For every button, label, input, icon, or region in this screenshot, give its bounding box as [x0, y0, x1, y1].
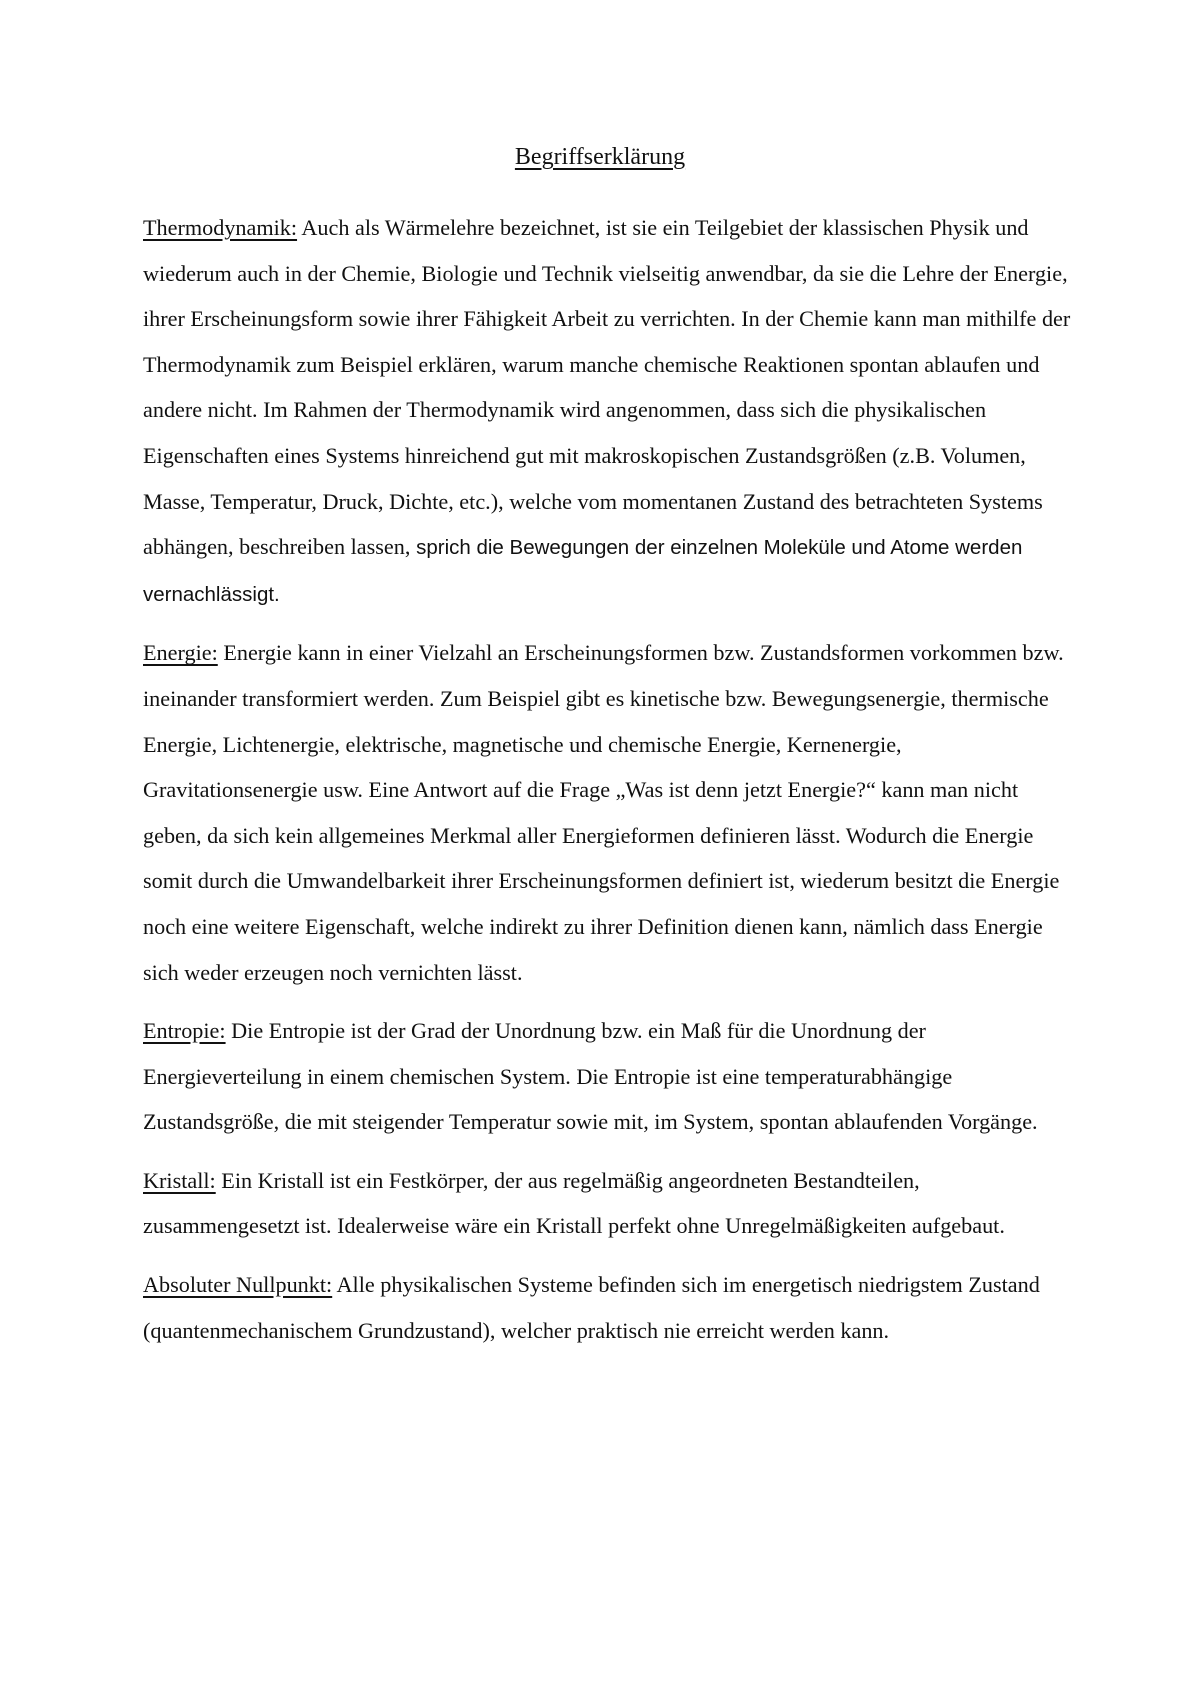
definition-energie	[143, 630, 1078, 995]
definition-term: Kristall:	[143, 1167, 216, 1193]
definition-text: Ein Kristall ist ein Festkörper, der aus regelmäßig angeordneten Bestandteilen, zusammengesetzt ist. Idealerweise wäre ein Kristall perfekt ohne Unregelmäßigkeiten aufgebaut.	[143, 1167, 1005, 1239]
definition-term: Energie:	[143, 640, 218, 666]
definition-absoluter-nullpunkt	[143, 1262, 1078, 1353]
page-title: Begriffserklärung	[514, 144, 686, 170]
definition-thermodynamik	[143, 205, 1078, 617]
definition-text: Alle physikalischen Systeme befinden sich im energetisch niedrigstem Zustand (quantenmechanischem Grundzustand), welcher praktisch nie erreicht werden kann.	[143, 1272, 1040, 1343]
definitions-list	[143, 205, 1078, 1366]
definition-kristall	[143, 1158, 1078, 1249]
definition-term: Thermodynamik:	[143, 215, 298, 240]
definition-text-continuation: sprich die Bewegungen der einzelnen Moleküle und Atome werden vernachlässigt.	[143, 536, 1023, 606]
definition-text: Auch als Wärmelehre bezeichnet, ist sie ein Teilgebiet der klassischen Physik und wiederum auch in der Chemie, Biologie und Technik vielseitig anwendbar, da sie die Lehre der Energie, ihrer Erscheinungsform sowie ihrer Fähigkeit Arbeit zu verrichten. In der Chemie kann man mithilfe der Thermodynamik zum Beispiel erklären, warum manche chemische Reaktionen spontan ablaufen und andere nicht. Im Rahmen der Thermodynamik wird angenommen, dass sich die physikalischen Eigenschaften eines Systems hinreichend gut mit makroskopischen Zustandsgrößen (z.B. Volumen, Masse, Temperatur, Druck, Dichte, etc.), welche vom momentanen Zustand des betrachteten Systems abhängen, beschreiben lassen,	[143, 215, 1071, 560]
definition-text: Energie kann in einer Vielzahl an Erscheinungsformen bzw. Zustandsformen vorkommen bzw. ineinander transformiert werden. Zum Beispiel gibt es kinetische bzw. Bewegungsenergie, thermische Energie, Lichtenergie, elektrische, magnetische und chemische Energie, Kernenergie, Gravitationsenergie usw. Eine Antwort auf die Frage „Was ist denn jetzt Energie?“ kann man nicht geben, da sich kein allgemeines Merkmal aller Energieformen definieren lässt. Wodurch die Energie somit durch die Umwandelbarkeit ihrer Erscheinungsformen definiert ist, wiederum besitzt die Energie noch eine weitere Eigenschaft, welche indirekt zu ihrer Definition dienen kann, nämlich dass Energie sich weder erzeugen noch vernichten lässt.	[143, 640, 1064, 985]
definition-term: Absoluter Nullpunkt:	[143, 1272, 333, 1298]
definition-term: Entropie:	[143, 1018, 226, 1044]
definition-text: Die Entropie ist der Grad der Unordnung bzw. ein Maß für die Unordnung der Energieverteilung in einem chemischen System. Die Entropie ist eine temperaturabhängige Zustandsgröße, die mit steigender Temperatur sowie mit, im System, spontan ablaufenden Vorgänge.	[143, 1018, 1038, 1135]
definition-entropie	[143, 1008, 1078, 1145]
